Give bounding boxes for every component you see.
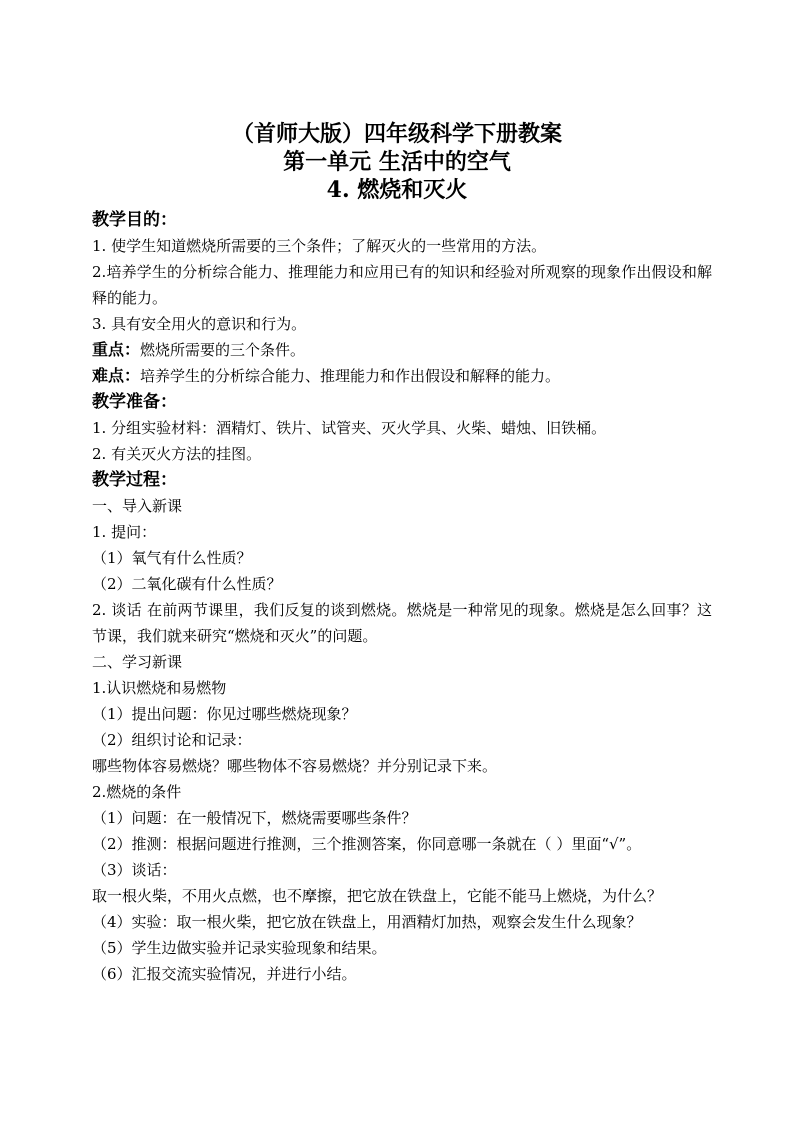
text-line: （3）谈话： xyxy=(92,861,177,879)
text-line: （2）二氧化碳有什么性质？ xyxy=(92,575,282,593)
lesson-body xyxy=(92,207,712,987)
title-block xyxy=(0,120,794,204)
text-line: 2. 有关灭火方法的挂图。 xyxy=(92,445,262,463)
text-line: 一、导入新课 xyxy=(92,497,183,515)
text-line: 1. 使学生知道燃烧所需要的三个条件；了解灭火的一些常用的方法。 xyxy=(92,237,547,255)
text-line: （1）问题：在一般情况下，燃烧需要哪些条件？ xyxy=(92,809,417,827)
line-label: 难点： xyxy=(92,366,141,385)
text-line: （5）学生边做实验并记录实验现象和结果。 xyxy=(92,939,387,957)
text-line: 1. 提问： xyxy=(92,523,157,541)
line-label: 重点： xyxy=(92,340,141,359)
unit-title: 第一单元 生活中的空气 xyxy=(283,149,511,175)
text-line: 1. 分组实验材料：酒精灯、铁片、试管夹、灭火学具、火柴、蜡烛、旧铁桶。 xyxy=(92,419,607,437)
paragraph: 2.培养学生的分析综合能力、推理能力和应用已有的知识和经验对所观察的现象作出假设和解释的能力。 xyxy=(92,263,712,307)
labeled-line xyxy=(92,337,712,363)
text-line: 二、学习新课 xyxy=(92,653,183,671)
section-heading: 教学过程： xyxy=(92,470,177,490)
text-line: （4）实验：取一根火柴，把它放在铁盘上，用酒精灯加热，观察会发生什么现象？ xyxy=(92,913,642,931)
section-heading: 教学准备： xyxy=(92,392,177,412)
text-line: 3. 具有安全用火的意识和行为。 xyxy=(92,315,307,333)
lesson-title: 4. 燃烧和灭火 xyxy=(326,177,468,203)
paragraph: 2. 谈话 在前两节课里，我们反复的谈到燃烧。燃烧是一种常见的现象。燃烧是怎么回事？这节课，我们就来研究“燃烧和灭火”的问题。 xyxy=(92,601,712,645)
text-line: 1.认识燃烧和易燃物 xyxy=(92,679,227,697)
text-line: （2）组织讨论和记录： xyxy=(92,731,252,749)
text-line: （1）提出问题：你见过哪些燃烧现象？ xyxy=(92,705,357,723)
text-line: 取一根火柴，不用火点燃，也不摩擦，把它放在铁盘上，它能不能马上燃烧，为什么？ xyxy=(92,887,663,905)
text-line: （2）推测：根据问题进行推测，三个推测答案，你同意哪一条就在（ ）里面“√”。 xyxy=(92,835,642,853)
text-line: 哪些物体容易燃烧？哪些物体不容易燃烧？并分别记录下来。 xyxy=(92,757,498,775)
line-text: 培养学生的分析综合能力、推理能力和作出假设和解释的能力。 xyxy=(140,367,561,385)
labeled-line xyxy=(92,363,712,389)
text-line: （6）汇报交流实验情况，并进行小结。 xyxy=(92,965,357,983)
document-title: （首师大版）四年级科学下册教案 xyxy=(231,121,562,147)
section-heading: 教学目的： xyxy=(92,210,177,230)
text-line: （1）氧气有什么性质？ xyxy=(92,549,252,567)
line-text: 燃烧所需要的三个条件。 xyxy=(140,341,306,359)
text-line: 2.燃烧的条件 xyxy=(92,783,182,801)
